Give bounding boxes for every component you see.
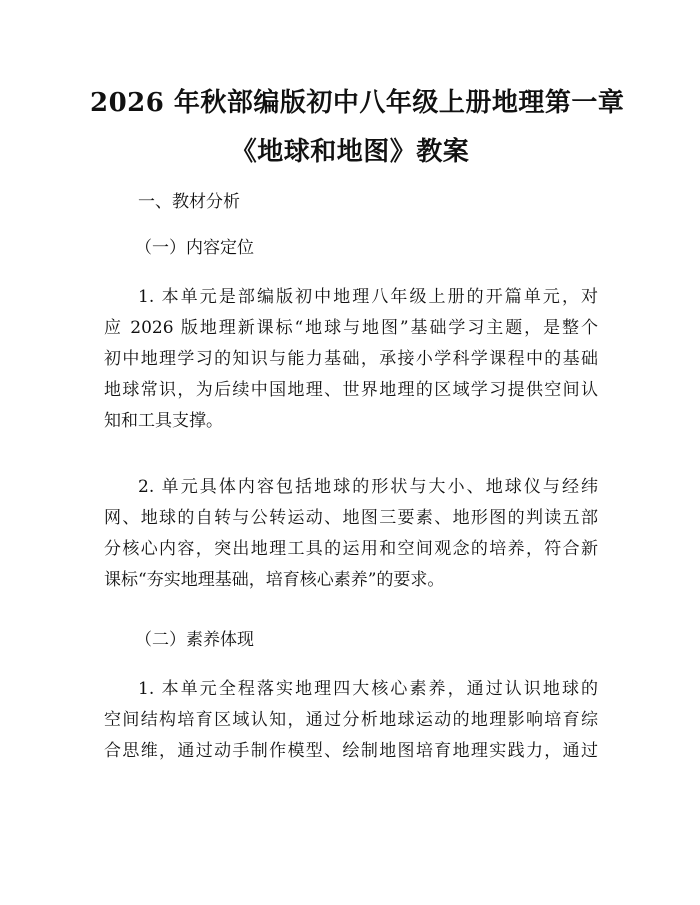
paragraph-line: 2. 单元具体内容包括地球的形状与大小、地球仪与经纬 [138,477,598,497]
paragraph-line: 地球常识，为后续中国地理、世界地理的区域学习提供空间认 [104,380,598,400]
paragraph-line: 初中地理学习的知识与能力基础，承接小学科学课程中的基础 [104,349,598,369]
paragraph-literacy-embodiment-1 [104,674,598,767]
paragraph-line: 空间结构培育区域认知，通过分析地球运动的地理影响培育综 [104,710,598,730]
paragraph-content-positioning-1 [104,282,598,437]
subsection-heading-content-positioning: （一）内容定位 [135,238,254,258]
paragraph-line: 1. 本单元全程落实地理四大核心素养，通过认识地球的 [138,679,598,699]
paragraph-line: 分核心内容，突出地理工具的运用和空间观念的培养，符合新 [104,539,598,559]
paragraph-line: 应 2026 版地理新课标“地球与地图”基础学习主题，是整个 [104,318,598,338]
paragraph-line: 网、地球的自转与公转运动、地图三要素、地形图的判读五部 [104,508,598,528]
paragraph-content-positioning-2 [104,472,598,596]
document-title-line-1: 2026 年秋部编版初中八年级上册地理第一章 [90,88,625,118]
section-heading-textbook-analysis: 一、教材分析 [138,192,240,212]
subsection-heading-literacy-embodiment: （二）素养体现 [135,630,254,650]
paragraph-line: 知和工具支撑。 [104,411,223,431]
paragraph-line: 1. 本单元是部编版初中地理八年级上册的开篇单元，对 [138,287,598,307]
paragraph-line: 合思维，通过动手制作模型、绘制地图培育地理实践力，通过 [104,741,598,761]
paragraph-line: 课标“夯实地理基础，培育核心素养”的要求。 [104,570,445,590]
document-title-line-2: 《地球和地图》教案 [230,137,470,167]
